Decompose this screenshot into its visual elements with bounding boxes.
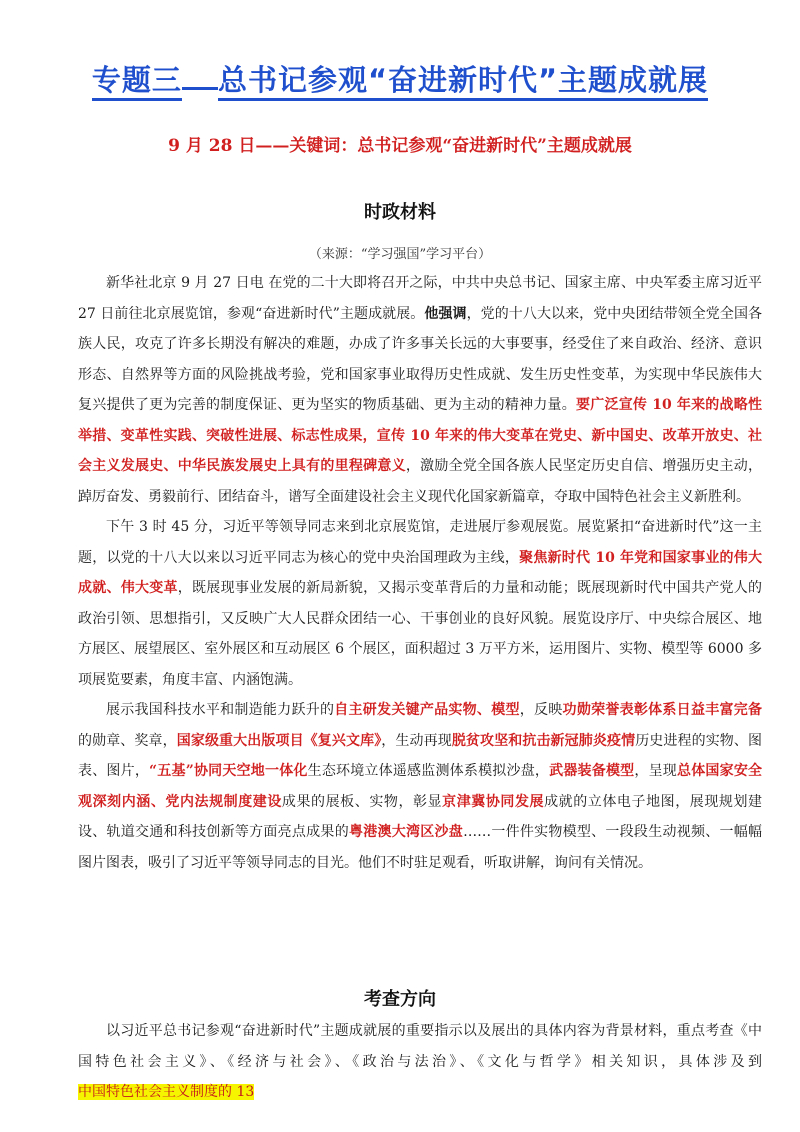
p2-key-point: 聚焦新时代 10 年党和国家事业的伟大成就、伟大变革	[78, 549, 763, 596]
main-title	[0, 58, 800, 99]
materials-body	[78, 268, 762, 878]
source-line: （来源：“学习强国”学习平台）	[308, 247, 492, 262]
p1-emphasis: 他强调	[424, 305, 467, 322]
exam-direction-body	[78, 1016, 762, 1108]
p3-text-3: 的勋章、奖章，	[78, 732, 177, 749]
p2-text-1: 下午 3 时 45 分，习近平等领导同志来到北京展览馆，走进展厅参观展览。展览紧扣“奋进新时代”这一主题，以党的十八大以来以习近平同志为核心的党中央治国理政为主线，	[78, 519, 762, 566]
paragraph-2	[78, 512, 762, 695]
p3-key-6: 武器装备模型	[549, 763, 635, 779]
subtitle: 9 月 28 日——关键词：总书记参观“奋进新时代”主题成就展	[168, 136, 632, 156]
p3-key-3: 国家级重大出版项目《复兴文库》	[176, 732, 382, 749]
paragraph-3	[78, 695, 762, 878]
p3-key-2: 功勋荣誉表彰体系日益丰富完备	[562, 702, 763, 718]
p3-key-4: 脱贫攻坚和抗击新冠肺炎疫情	[451, 732, 636, 749]
p3-key-8: 京津冀协同发展	[442, 793, 545, 810]
p1-text-3: ，激励全党全国各族人民坚定历史自信、增强历史主动，踔厉奋发、勇毅前行、团结奋斗，谱写全面建设社会主义现代化国家新篇章，夺取中国特色社会主义新胜利。	[78, 458, 763, 505]
p4-highlight: 中国特色社会主义制度的 13	[78, 1084, 255, 1100]
section-heading-exam-direction: 考查方向	[364, 989, 436, 1010]
p3-key-9: 粤港澳大湾区沙盘	[348, 824, 464, 840]
p3-key-7: 总体国家安全观深刻内涵、党内法规制度建设	[78, 763, 763, 810]
p3-text-10: ……一件件实物模型、一段段生动视频、一幅幅图片图表，吸引了习近平等领导同志的目光。他们不时驻足观看，听取讲解，询问有关情况。	[78, 824, 763, 871]
p3-text-7: ，呈现	[634, 763, 677, 779]
title-topic-name: 总书记参观“奋进新时代”主题成就展	[218, 63, 708, 101]
p3-key-1: 自主研发关键产品实物、模型	[334, 702, 520, 718]
p4-text-1: 以习近平总书记参观“奋进新时代”主题成就展的重要指示以及展出的具体内容为背景材料，重点考查《中国特色社会主义》、《经济与社会》、《政治与法治》、《文化与哲学》相关知识，具体涉及到	[78, 1023, 762, 1070]
p3-text-9: 成就的立体电子地图，展现规划建设、轨道交通和科技创新等方面亮点成果的	[78, 793, 763, 840]
p1-text-2: ，党的十八大以来，党中央团结带领全党全国各族人民，攻克了许多长期没有解决的难题，办成了许多事关长远的大事要事，经受住了来自政治、经济、意识形态、自然界等方面的风险挑战考验，党和国家事业取得历史性成就、发生历史性变革，为实现中华民族伟大复兴提供了更为完善的制度保证、更为坚实的物质基础、更为主动的精神力量。	[78, 305, 763, 413]
paragraph-1	[78, 268, 762, 512]
p2-text-2: ，既展现事业发展的新局新貌，又揭示变革背后的力量和动能；既展现新时代中国共产党人的政治引领、思想指引，又反映广大人民群众团结一心、干事创业的良好风貌。展览设序厅、中央综合展区、地方展区、展望展区、室外展区和互动展区 6 个展区，面积超过 3 万平方米，运用图片、实物、模型等 6000 多项展览要素，角度丰富、内涵饱满。	[78, 580, 763, 688]
p3-text-4: ，生动再现	[381, 732, 452, 749]
title-topic-number: 专题三	[92, 63, 182, 101]
p3-text-6: 生态环境立体遥感监测体系模拟沙盘，	[307, 763, 550, 779]
p3-text-8: 成果的展板、实物，彰显	[281, 793, 443, 810]
p3-text-5: 历史进程的实物、图表、图片，	[78, 732, 763, 779]
p1-key-point: 要广泛宣传 10 年来的战略性举措、变革性实践、突破性进展、标志性成果，宣传 10 年来的伟大变革在党史、新中国史、改革开放史、社会主义发展史、中华民族发展史上具有的里程碑意义	[78, 397, 762, 474]
p3-key-5: “五基”协同天空地一体化	[149, 763, 308, 779]
p3-text-1: 展示我国科技水平和制造能力跃升的	[106, 702, 335, 718]
p1-text-1: 新华社北京 9 月 27 日电 在党的二十大即将召开之际，中共中央总书记、国家主席、中央军委主席习近平 27 日前往北京展览馆，参观“奋进新时代”主题成就展。	[78, 275, 762, 322]
section-heading-materials: 时政材料	[364, 202, 436, 223]
title-gap	[182, 86, 218, 90]
p3-text-2: ，反映	[519, 702, 563, 718]
paragraph-4	[78, 1016, 762, 1108]
